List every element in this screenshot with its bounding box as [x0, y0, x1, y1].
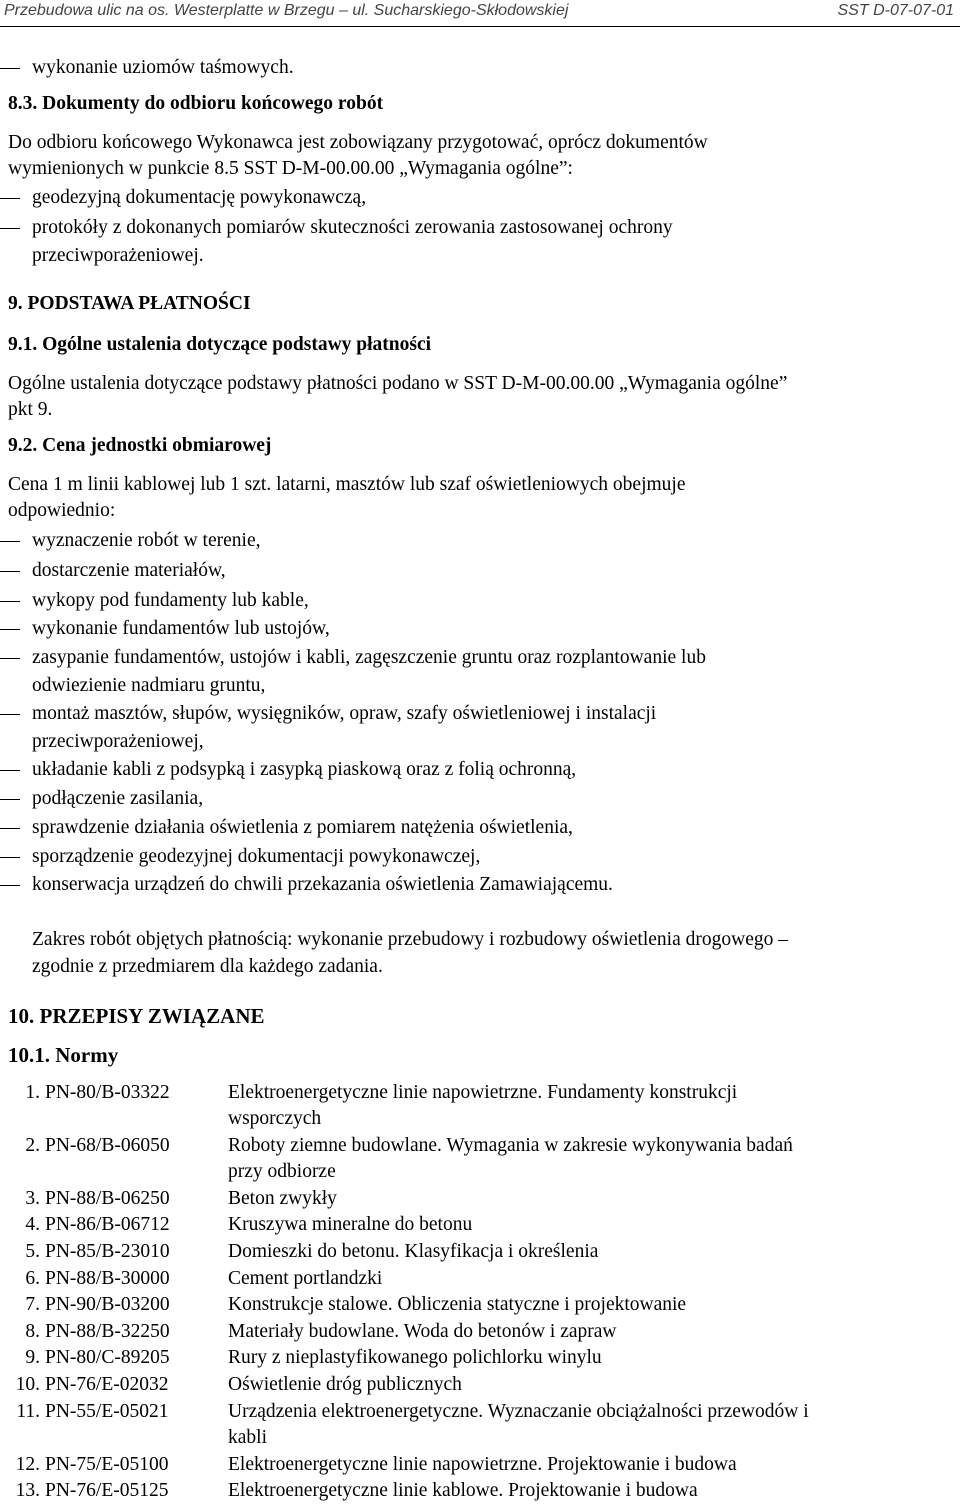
- norm-number: 1.: [25, 1082, 40, 1103]
- list-item: geodezyjną dokumentację powykonawczą,: [0, 185, 960, 211]
- norm-row: [0, 1319, 960, 1345]
- dash-bullet: [0, 828, 20, 829]
- norm-code: PN-88/B-30000: [45, 1268, 170, 1289]
- paragraph-line: zgodnie z przedmiarem dla każdego zadania.: [32, 956, 383, 977]
- norm-number: 10.: [15, 1374, 40, 1395]
- section-heading-8-3: 8.3. Dokumenty do odbioru końcowego robót: [8, 93, 384, 114]
- dash-bullet: [0, 198, 20, 199]
- norm-row: [0, 1345, 960, 1371]
- dash-bullet: [0, 571, 20, 572]
- norm-number: 3.: [25, 1188, 40, 1209]
- norm-code: PN-76/E-02032: [45, 1374, 169, 1395]
- norm-title-continuation: kabli: [228, 1427, 267, 1448]
- norm-code: PN-75/E-05100: [45, 1454, 169, 1475]
- norm-code: PN-90/B-03200: [45, 1294, 170, 1315]
- norm-number: 4.: [25, 1214, 40, 1235]
- norm-row: [0, 1266, 960, 1292]
- norm-title: Oświetlenie dróg publicznych: [228, 1374, 462, 1395]
- paragraph-line: Zakres robót objętych płatnością: wykonanie przebudowy i rozbudowy oświetlenia drogowego –: [32, 929, 788, 950]
- norm-row: [0, 1186, 960, 1212]
- norm-title: Elektroenergetyczne linie kablowe. Projektowanie i budowa: [228, 1480, 698, 1501]
- norm-code: PN-85/B-23010: [45, 1241, 170, 1262]
- list-item: wykopy pod fundamenty lub kable,: [0, 588, 960, 614]
- norm-title: Konstrukcje stalowe. Obliczenia statyczne i projektowanie: [228, 1294, 687, 1315]
- header-spec-code: SST D-07-07-01: [837, 2, 954, 19]
- paragraph-line: pkt 9.: [8, 399, 53, 420]
- norm-row: [0, 1399, 960, 1448]
- norm-number: 6.: [25, 1268, 40, 1289]
- list-item-continuation: odwiezienie nadmiaru gruntu,: [32, 675, 266, 696]
- norm-title: Materiały budowlane. Woda do betonów i zapraw: [228, 1321, 617, 1342]
- dash-bullet: [0, 629, 20, 630]
- list-item: wyznaczenie robót w terenie,: [0, 528, 960, 554]
- dash-bullet: [0, 770, 20, 771]
- list-item: układanie kabli z podsypką i zasypką piaskową oraz z folią ochronną,: [0, 757, 960, 783]
- section-heading-9: 9. PODSTAWA PŁATNOŚCI: [8, 293, 251, 314]
- norm-title: Kruszywa mineralne do betonu: [228, 1214, 473, 1235]
- dash-bullet: [0, 541, 20, 542]
- paragraph-line: odpowiednio:: [8, 500, 116, 521]
- norm-code: PN-80/B-03322: [45, 1082, 170, 1103]
- norm-row: [0, 1080, 960, 1129]
- paragraph-line: Do odbioru końcowego Wykonawca jest zobowiązany przygotować, oprócz dokumentów: [8, 132, 708, 153]
- section-heading-9-2: 9.2. Cena jednostki obmiarowej: [8, 435, 272, 456]
- norm-row: [0, 1292, 960, 1318]
- page-header: [0, 0, 960, 27]
- norm-title: Beton zwykły: [228, 1188, 337, 1209]
- norm-title: Urządzenia elektroenergetyczne. Wyznaczanie obciążalności przewodów i: [228, 1401, 809, 1422]
- list-item: konserwacja urządzeń do chwili przekazania oświetlenia Zamawiającemu.: [0, 872, 960, 898]
- dash-bullet: [0, 885, 20, 886]
- norm-title: Cement portlandzki: [228, 1268, 383, 1289]
- list-item: sprawdzenie działania oświetlenia z pomiarem natężenia oświetlenia,: [0, 815, 960, 841]
- dash-bullet: [0, 799, 20, 800]
- norm-code: PN-68/B-06050: [45, 1135, 170, 1156]
- norm-code: PN-88/B-32250: [45, 1321, 170, 1342]
- norm-title: Elektroenergetyczne linie napowietrzne. Projektowanie i budowa: [228, 1454, 737, 1475]
- norm-title-continuation: wsporczych: [228, 1108, 322, 1129]
- norm-row: [0, 1239, 960, 1265]
- section-heading-10-1: 10.1. Normy: [8, 1043, 119, 1067]
- norm-number: 5.: [25, 1241, 40, 1262]
- norm-number: 8.: [25, 1321, 40, 1342]
- dash-bullet: [0, 658, 20, 659]
- norm-number: 9.: [25, 1347, 40, 1368]
- list-item: zasypanie fundamentów, ustojów i kabli, zagęszczenie gruntu oraz rozplantowanie lub: [0, 645, 960, 671]
- list-item: wykonanie uziomów taśmowych.: [0, 55, 960, 81]
- norm-code: PN-76/E-05125: [45, 1480, 169, 1501]
- dash-bullet: [0, 228, 20, 229]
- norm-number: 2.: [25, 1135, 40, 1156]
- norm-row: [0, 1452, 960, 1478]
- norm-number: 12.: [15, 1454, 40, 1475]
- norm-number: 13.: [15, 1480, 40, 1501]
- norm-title-continuation: przy odbiorze: [228, 1161, 336, 1182]
- list-item: sporządzenie geodezyjnej dokumentacji powykonawczej,: [0, 844, 960, 870]
- norm-title: Elektroenergetyczne linie napowietrzne. Fundamenty konstrukcji: [228, 1082, 738, 1103]
- list-item: montaż masztów, słupów, wysięgników, opraw, szafy oświetleniowej i instalacji: [0, 701, 960, 727]
- norm-title: Roboty ziemne budowlane. Wymagania w zakresie wykonywania badań: [228, 1135, 793, 1156]
- norm-title: Domieszki do betonu. Klasyfikacja i określenia: [228, 1241, 599, 1262]
- norm-code: PN-55/E-05021: [45, 1401, 169, 1422]
- paragraph-line: Ogólne ustalenia dotyczące podstawy płatności podano w SST D-M-00.00.00 „Wymagania ogólne”: [8, 373, 788, 394]
- dash-bullet: [0, 857, 20, 858]
- section-heading-9-1: 9.1. Ogólne ustalenia dotyczące podstawy płatności: [8, 334, 432, 355]
- section-heading-10: 10. PRZEPISY ZWIĄZANE: [8, 1004, 265, 1028]
- norm-number: 11.: [16, 1401, 40, 1422]
- norm-row: [0, 1372, 960, 1398]
- list-item: protokóły z dokonanych pomiarów skuteczności zerowania zastosowanej ochrony: [0, 215, 960, 241]
- list-item: wykonanie fundamentów lub ustojów,: [0, 616, 960, 642]
- header-document-title: Przebudowa ulic na os. Westerplatte w Brzegu – ul. Sucharskiego-Skłodowskiej: [4, 2, 569, 19]
- norm-code: PN-80/C-89205: [45, 1347, 170, 1368]
- dash-bullet: [0, 714, 20, 715]
- dash-bullet: [0, 68, 20, 69]
- norm-number: 7.: [25, 1294, 40, 1315]
- norm-row: [0, 1133, 960, 1182]
- list-item-continuation: przeciwporażeniowej,: [32, 731, 204, 752]
- list-item: dostarczenie materiałów,: [0, 558, 960, 584]
- norm-title: Rury z nieplastyfikowanego polichlorku winylu: [228, 1347, 602, 1368]
- norm-row: [0, 1478, 960, 1504]
- norm-row: [0, 1212, 960, 1238]
- list-item-continuation: przeciwporażeniowej.: [32, 245, 204, 266]
- dash-bullet: [0, 601, 20, 602]
- norm-code: PN-86/B-06712: [45, 1214, 170, 1235]
- paragraph-line: wymienionych w punkcie 8.5 SST D-M-00.00.00 „Wymagania ogólne”:: [8, 158, 573, 179]
- paragraph-line: Cena 1 m linii kablowej lub 1 szt. latarni, masztów lub szaf oświetleniowych obejmuje: [8, 474, 686, 495]
- list-item: podłączenie zasilania,: [0, 786, 960, 812]
- norm-code: PN-88/B-06250: [45, 1188, 170, 1209]
